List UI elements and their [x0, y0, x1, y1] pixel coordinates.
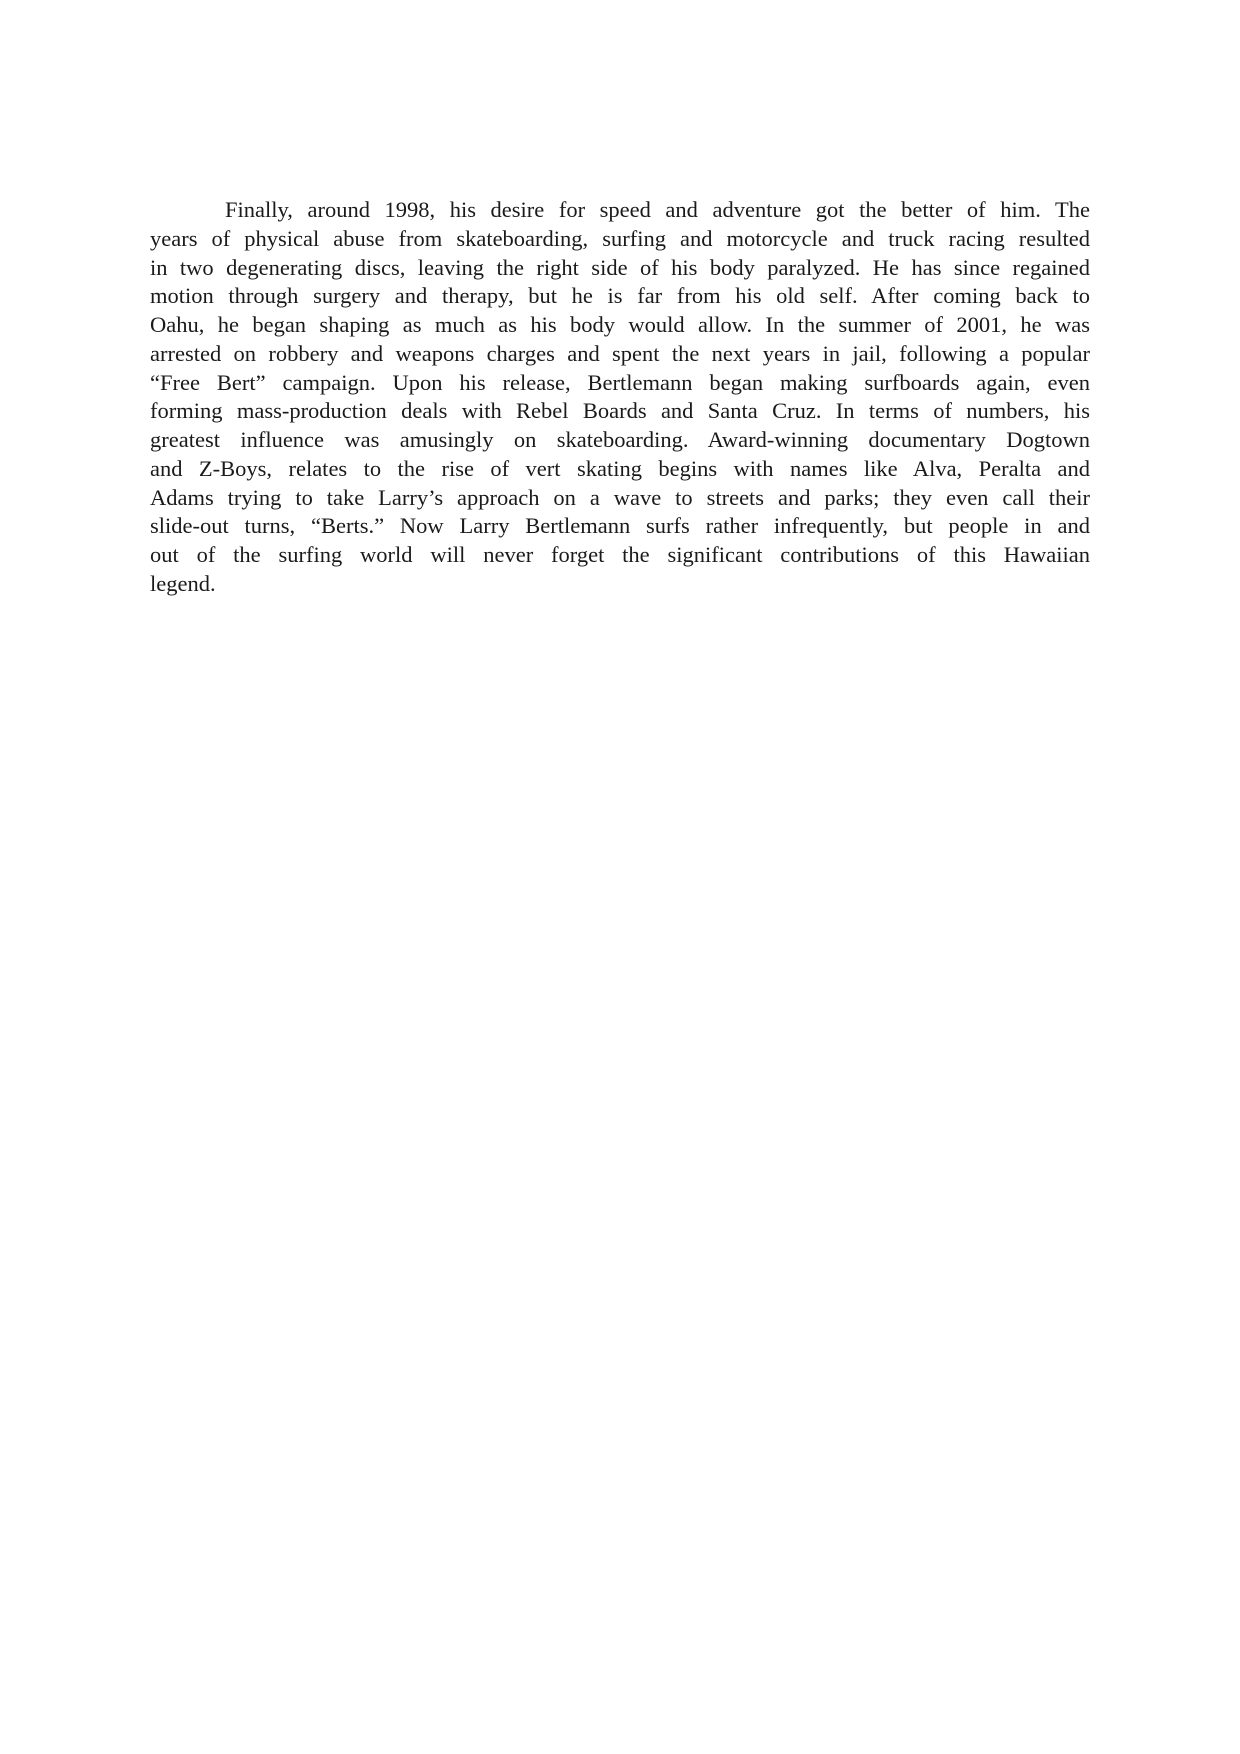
body-paragraph	[150, 196, 1090, 599]
paragraph-line: legend.	[150, 570, 216, 596]
paragraph-line: motion through surgery and therapy, but he is far from his old self. After coming back to	[150, 283, 1090, 309]
paragraph-line: “Free Bert” campaign. Upon his release, Bertlemann began making surfboards again, even	[150, 369, 1090, 395]
paragraph-line: greatest influence was amusingly on skateboarding. Award-winning documentary Dogtown	[150, 427, 1090, 452]
paragraph-line: and Z-Boys, relates to the rise of vert skating begins with names like Alva, Peralta and	[150, 455, 1090, 481]
paragraph-line: in two degenerating discs, leaving the right side of his body paralyzed. He has since regained	[150, 254, 1090, 280]
paragraph-line: years of physical abuse from skateboarding, surfing and motorcycle and truck racing resulted	[150, 225, 1090, 251]
paragraph-line: Oahu, he began shaping as much as his body would allow. In the summer of 2001, he was	[150, 312, 1090, 337]
paragraph-line: out of the surfing world will never forget the significant contributions of this Hawaiian	[150, 542, 1090, 567]
paragraph-line: Finally, around 1998, his desire for speed and adventure got the better of him. The	[225, 197, 1090, 222]
paragraph-line: slide-out turns, “Berts.” Now Larry Bertlemann surfs rather infrequently, but people in and	[150, 513, 1090, 539]
paragraph-line: Adams trying to take Larry’s approach on a wave to streets and parks; they even call their	[150, 484, 1090, 510]
paragraph-line: arrested on robbery and weapons charges and spent the next years in jail, following a popular	[150, 340, 1090, 366]
paragraph-line: forming mass-production deals with Rebel Boards and Santa Cruz. In terms of numbers, his	[150, 398, 1090, 424]
